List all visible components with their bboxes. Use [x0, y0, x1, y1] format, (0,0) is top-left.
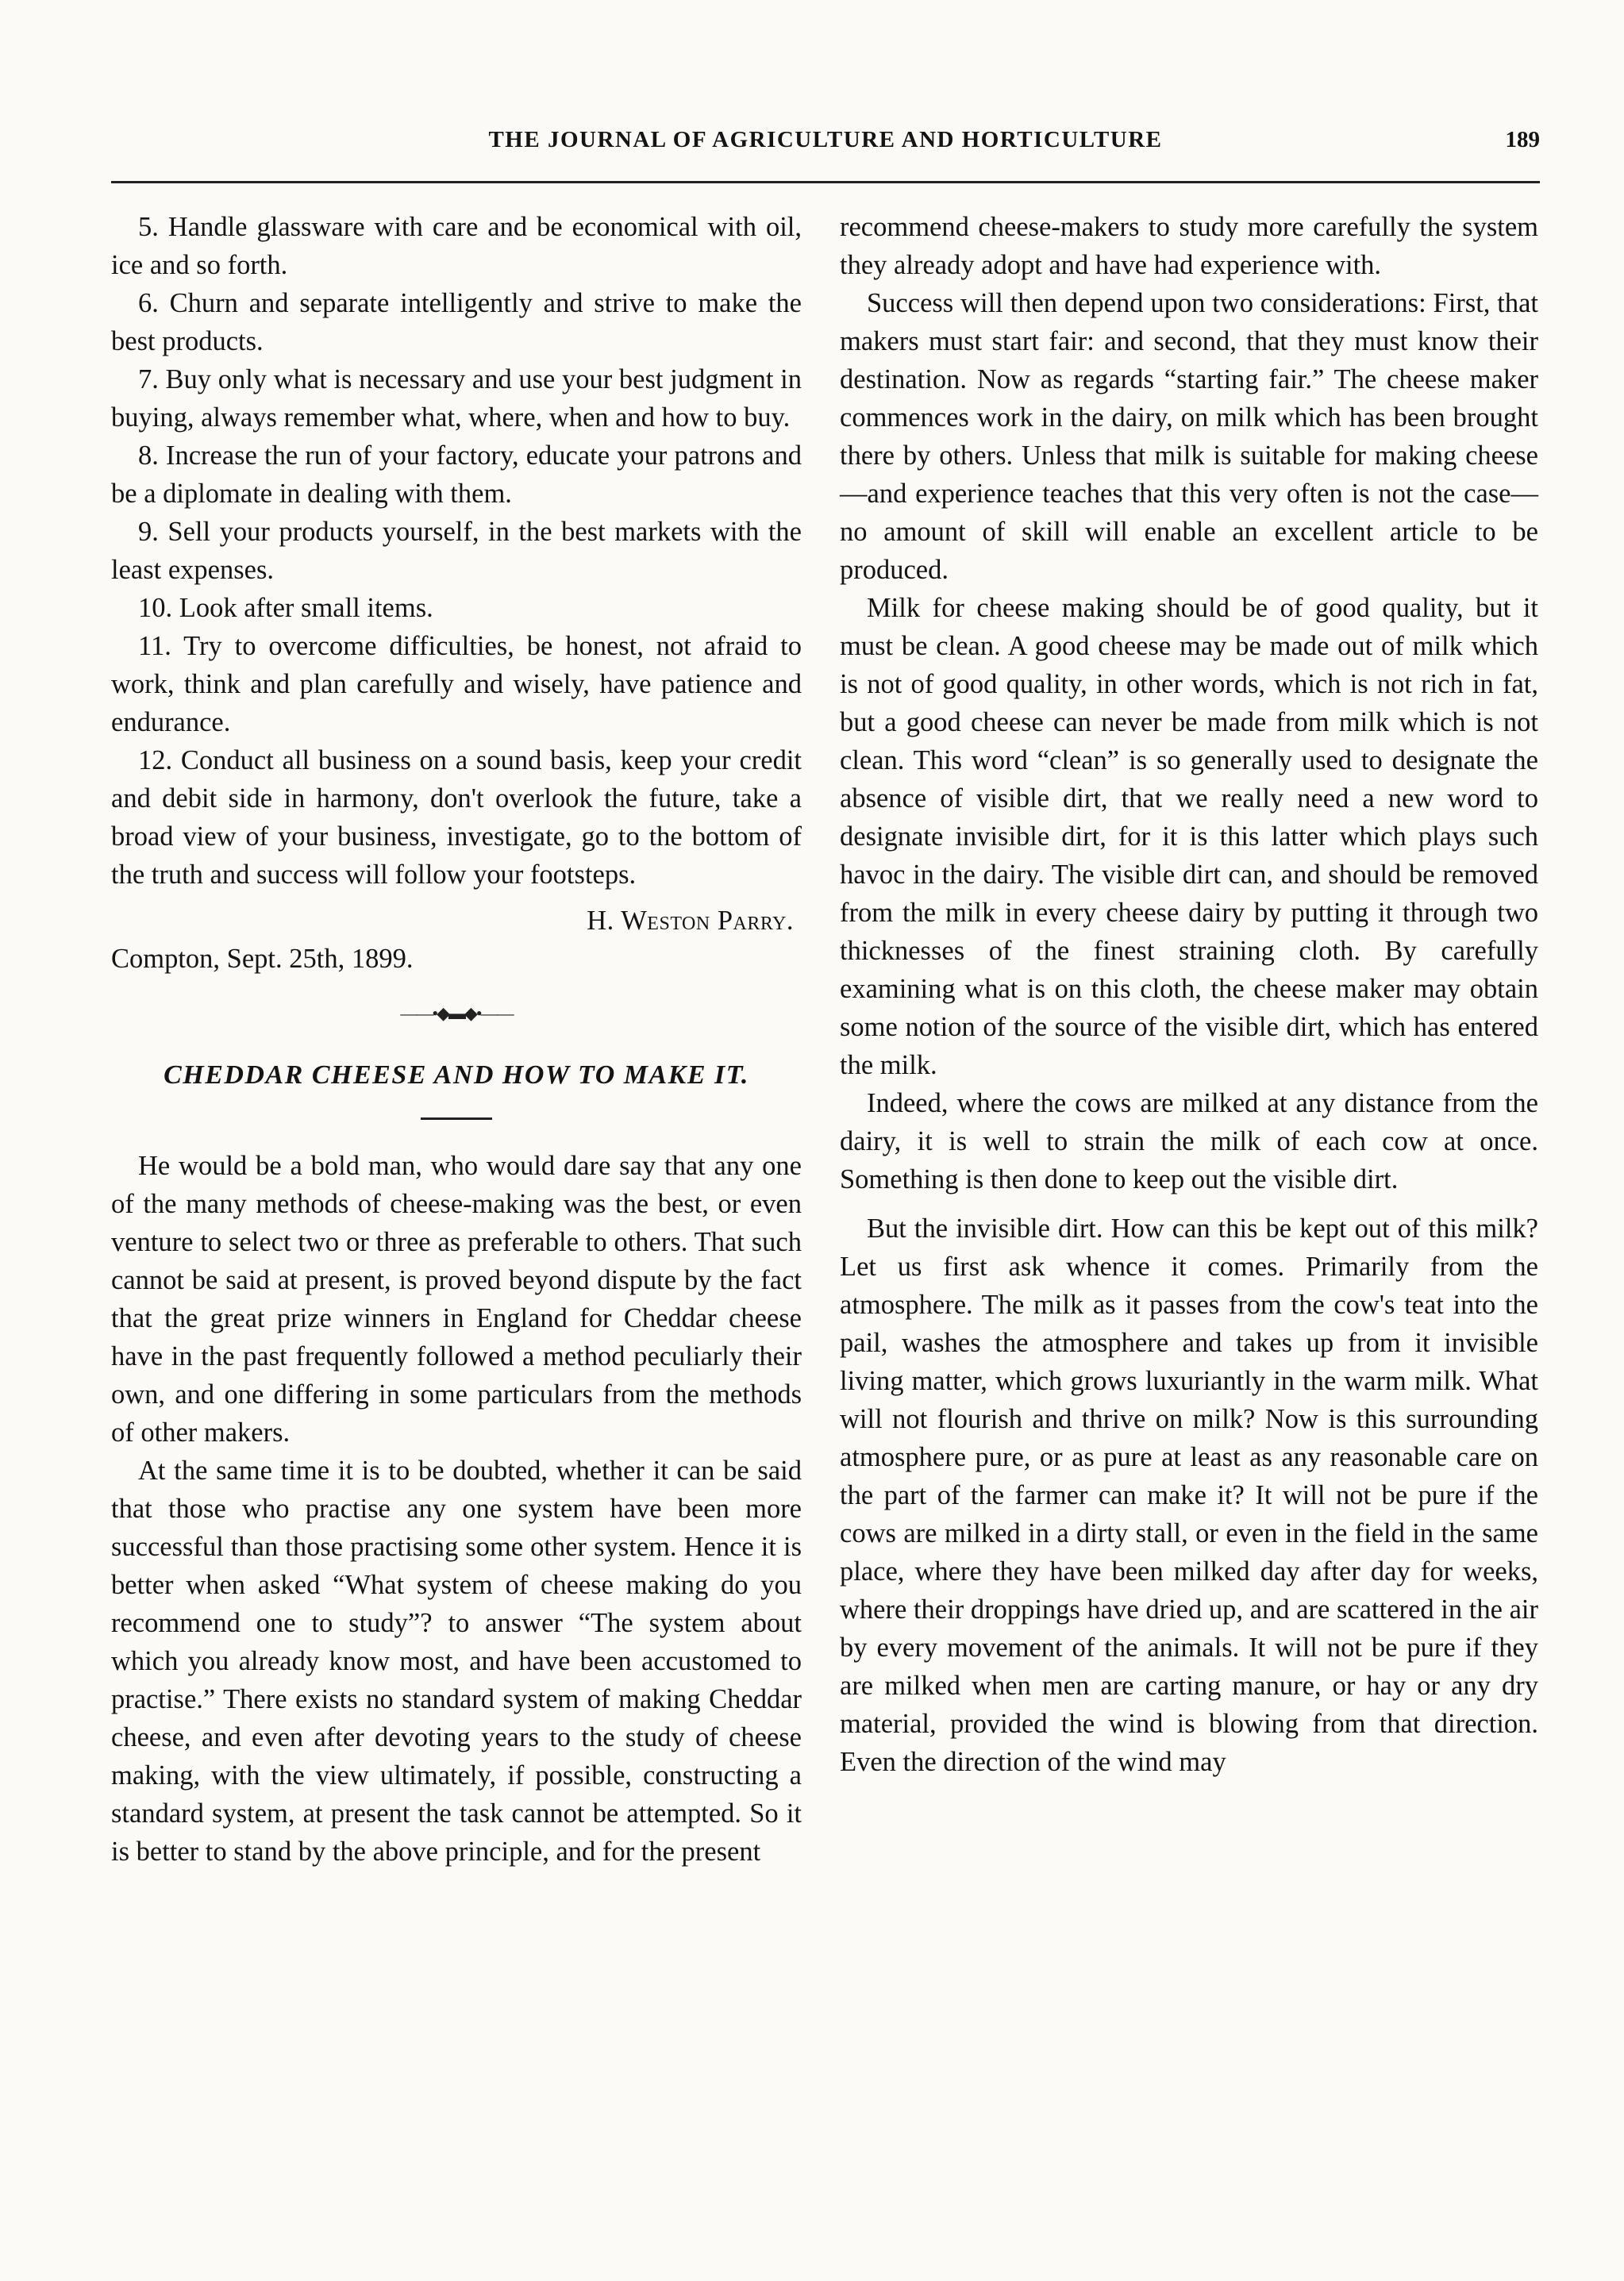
author-signature — [111, 902, 802, 940]
list-item: 9. Sell your products yourself, in the best markets with the least expenses. — [111, 517, 802, 585]
list-item: 8. Increase the run of your factory, educate your patrons and be a diplomate in dealing with them. — [111, 440, 802, 509]
list-item: 10. Look after small items. — [138, 593, 433, 623]
left-column — [111, 208, 802, 1871]
list-item: 5. Handle glassware with care and be economical with oil, ice and so forth. — [111, 212, 802, 280]
list-item: 11. Try to overcome difficulties, be honest, not afraid to work, think and plan carefully and wisely, have patience and endurance. — [111, 631, 802, 737]
page-number: 189 — [1505, 127, 1540, 152]
list-item: 12. Conduct all business on a sound basis, keep your credit and debit side in harmony, don't overlook the future, take a broad view of your business, investigate, go to the bottom of the truth and success will follow your footsteps. — [111, 745, 802, 890]
title-rule — [421, 1117, 492, 1120]
list-item: 6. Churn and separate intelligently and strive to make the best products. — [111, 288, 802, 356]
article-paragraph: But the invisible dirt. How can this be kept out of this milk? Let us first ask whence it comes. Primarily from the atmosphere. The milk as it passes from the cow's teat into the pail, washes the atmosphere and takes up from it invisible living matter, which grows luxuriantly in the warm milk. What will not flourish and thrive on milk? Now is this surrounding atmosphere pure, or as pure at least as any reasonable care on the part of the farmer can make it? It will not be pure if the cows are milked in a dirty stall, or even in the field in the same place, where they have been milked day after day for weeks, where their droppings have dried up, and are scattered in the air by every movement of the animals. It will not be pure if they are milked when men are carting manure, or hay or any dry material, provided the wind is blowing from that direction. Even the direction of the wind may — [840, 1214, 1538, 1777]
article-paragraph: At the same time it is to be doubted, whether it can be said that those who practise any one system have been more successful than those practising some other system. Hence it is better when asked “What system of cheese making do you recommend one to study”? to answer “The system about which you already know most, and have been accustomed to practise.” There exists no standard system of making Cheddar cheese, and even after devoting years to the study of cheese making, with the view ultimately, if possible, constructing a standard system, at present the task cannot be attempted. So it is better to stand by the above principle, and for the present — [111, 1456, 802, 1867]
header-rule — [111, 181, 1540, 183]
article-title: CHEDDAR CHEESE AND HOW TO MAKE IT. — [164, 1060, 749, 1090]
running-title: THE JOURNAL OF AGRICULTURE AND HORTICULTURE — [488, 127, 1163, 152]
place-date: Compton, Sept. 25th, 1899. — [111, 944, 414, 974]
article-paragraph: recommend cheese-makers to study more carefully the system they already adopt and have had experience with. — [840, 212, 1538, 280]
section-divider: ——•◆▬◆•—— — [400, 1003, 513, 1023]
author-name: H. Weston Parry. — [587, 906, 794, 936]
running-head — [111, 127, 1540, 168]
right-column — [840, 208, 1538, 1781]
article-paragraph: Milk for cheese making should be of good quality, but it must be clean. A good cheese may be made out of milk which is not of good quality, in other words, which is not rich in fat, but a good cheese can never be made from milk which is not clean. This word “clean” is so generally used to designate the absence of visible dirt, that we really need a new word to designate invisible dirt, for it is this latter which plays such havoc in the dairy. The visible dirt can, and should be removed from the milk in every cheese dairy by putting it through two thicknesses of the finest straining cloth. By carefully examining what is on this cloth, the cheese maker may obtain some notion of the source of the visible dirt, which has entered the milk. — [840, 593, 1538, 1080]
article-paragraph: Success will then depend upon two considerations: First, that makers must start fair: and second, that they must know their destination. Now as regards “starting fair.” The cheese maker commences work in the dairy, on milk which has been brought there by others. Unless that milk is suitable for making cheese—and experience teaches that this very often is not the case—no amount of skill will enable an excellent article to be produced. — [840, 288, 1538, 585]
list-item: 7. Buy only what is necessary and use your best judgment in buying, always remember what, where, when and how to buy. — [111, 364, 802, 433]
article-paragraph: Indeed, where the cows are milked at any distance from the dairy, it is well to strain the milk of each cow at once. Something is then done to keep out the visible dirt. — [840, 1088, 1538, 1194]
article-paragraph: He would be a bold man, who would dare say that any one of the many methods of cheese-making was the best, or even venture to select two or three as preferable to others. That such cannot be said at present, is proved beyond dispute by the fact that the great prize winners in England for Cheddar cheese have in the past frequently followed a method peculiarly their own, and one differing in some particulars from the methods of other makers. — [111, 1151, 802, 1448]
